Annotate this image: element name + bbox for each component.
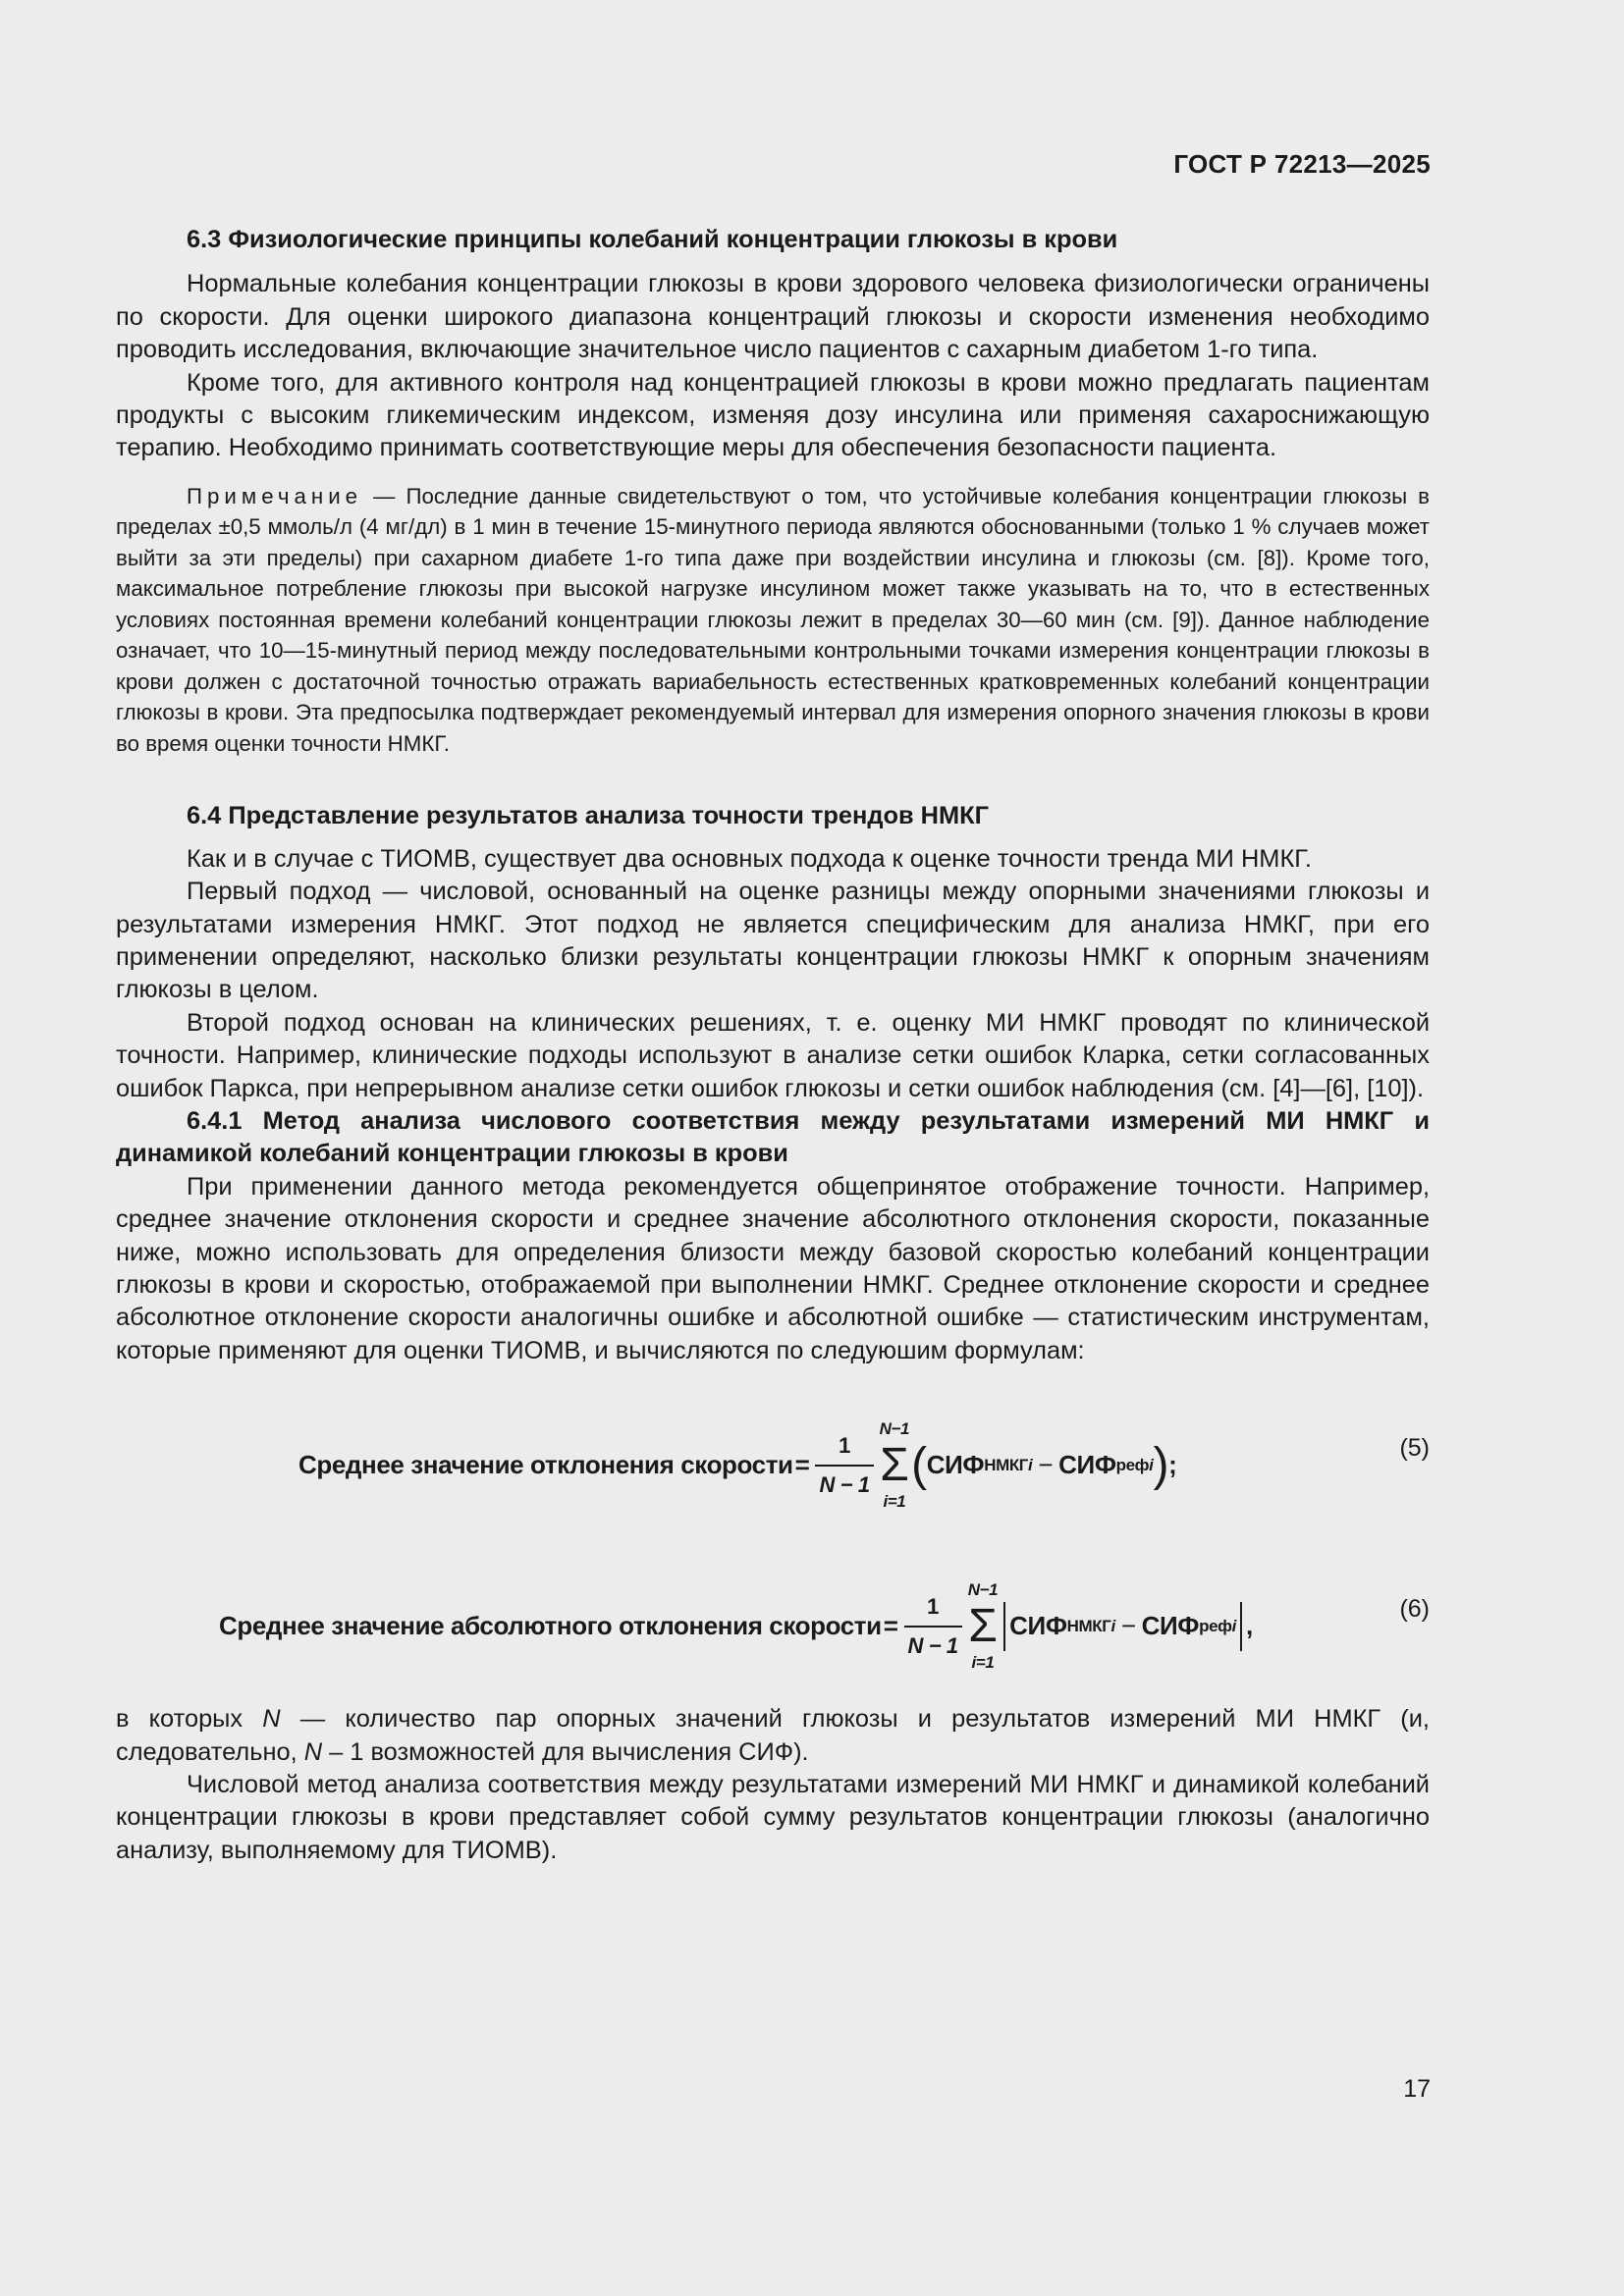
formula-6-equals: =	[883, 1610, 898, 1640]
formula-5-sub2: реф	[1115, 1455, 1150, 1474]
formula-6-tail: ,	[1245, 1610, 1253, 1640]
section-6-4-1-p1: При применении данного метода рекомендуется общепринятое отображение точности. Например, среднее значение отклонения скорости и среднее значение абсолютного отклонения скорости, показанные ниже, можно использовать для определения близости между базовой скоростью колебаний концентрации глюкозы в крови и скоростью, отображаемой при выполнении НМКГ. Среднее отклонение скорости и среднее абсолютное отклонение скорости аналогичны ошибке и абсолютной ошибке — статистическим инструментам, которые применяют для оценки ТИОМВ, и вычисляются по следуюшим формулам:	[116, 1172, 1430, 1364]
formula-6-sub2: реф	[1199, 1616, 1232, 1635]
section-6-4-p1: Как и в случае с ТИОМВ, существует два основных подхода к оценке точности тренда МИ НМКГ.	[187, 844, 1312, 873]
open-paren-icon: (	[911, 1438, 927, 1491]
formula-6-sum-lower: i=1	[971, 1652, 995, 1672]
formula-6-term1: СИФ	[1009, 1610, 1067, 1640]
formula-6-sum-upper: N−1	[967, 1580, 999, 1600]
section-6-4-p3: Второй подход основан на клинических решениях, т. е. оценку МИ НМКГ проводят по клинической точности. Например, клинические подходы используют в анализе сетки ошибок Кларка, сетки согласованных ошибок Паркса, при непрерывном анализе сетки ошибок глюкозы и сетки ошибок наблюдения (см. [4]—[6], [10]).	[116, 1008, 1430, 1102]
formula-5-idx2: i	[1149, 1455, 1154, 1474]
note-label: Примечание	[187, 483, 363, 508]
formula-5	[298, 1413, 1176, 1518]
formulas-block	[116, 1379, 1430, 1703]
formula-5-lhs: Среднее значение отклонения скорости	[298, 1449, 793, 1479]
after-p1-c: – 1 возможностей для вычисления СИФ).	[322, 1737, 809, 1766]
abs-bar-right-icon	[1240, 1602, 1242, 1651]
formula-6	[219, 1574, 1253, 1679]
formula-5-minus: −	[1038, 1449, 1054, 1479]
formula-5-denominator: N − 1	[815, 1465, 873, 1501]
formula-6-numerator: 1	[927, 1594, 940, 1620]
formula-6-minus: −	[1120, 1610, 1136, 1640]
body-text	[116, 224, 1430, 1867]
formula-5-sum-lower: i=1	[883, 1491, 906, 1511]
formula-6-number: (6)	[1399, 1595, 1430, 1624]
formula-5-sum	[880, 1413, 909, 1518]
formula-5-term2: СИФ	[1058, 1449, 1116, 1479]
after-p1-b: — количество пар опорных значений глюкозы и результатов измерений МИ НМКГ (и, следовательно,	[116, 1705, 1430, 1766]
sigma-icon: Σ	[880, 1438, 909, 1491]
formula-5-fraction	[815, 1429, 873, 1501]
section-6-4-p2: Первый подход — числовой, основанный на оценке разницы между опорными значениями глюкозы и результатами измерения НМКГ. Этот подход не является специфическим для анализа НМКГ, при его применении определяют, насколько близки результаты концентрации глюкозы НМКГ к опорным значениям глюкозы в целом.	[116, 878, 1430, 1004]
standard-id-header: ГОСТ Р 72213—2025	[1173, 149, 1431, 179]
after-p1-n2: N	[303, 1737, 323, 1766]
note-paragraph	[116, 481, 1430, 760]
formula-5-number: (5)	[1399, 1434, 1430, 1463]
close-paren-icon: )	[1153, 1438, 1169, 1491]
formula-6-term2: СИФ	[1141, 1610, 1200, 1640]
formula-5-term1: СИФ	[926, 1449, 985, 1479]
formula-6-sum	[968, 1574, 998, 1679]
formula-6-lhs: Среднее значение абсолютного отклонения скорости	[219, 1610, 882, 1640]
formula-6-idx1: i	[1110, 1616, 1115, 1635]
note-text: — Последние данные свидетельствуют о том, что устойчивые колебания концентрации глюкозы в пределах ±0,5 ммоль/л (4 мг/дл) в 1 мин в течение 15-минутного периода являются обоснованными (только 1 % случаев может выйти за эти пределы) при сахарном диабете 1-го типа даже при воздействии инсулина и глюкозы (см. [8]). Кроме того, максимальное потребление глюкозы при высокой нагрузке инсулином может также указывать на то, что в естественных условиях постоянная времени колебаний концентрации глюкозы лежит в пределах 30—60 мин (см. [9]). Данное наблюдение означает, что 10—15-минутный период между последовательными контрольными точками измерения концентрации глюкозы в крови должен с достаточной точностью отражать вариабельность естественных кратковременных колебаний концентрации глюкозы в крови. Эта предпосылка подтверждает рекомендуемый интервал для измерения опорного значения глюкозы в крови во время оценки точности НМКГ.	[116, 483, 1430, 756]
section-6-3-p1: Нормальные колебания концентрации глюкозы в крови здорового человека физиологически ограничены по скорости. Для оценки широкого диапазона концентраций глюкозы и скорости изменения необходимо проводить исследования, включающие значительное число пациентов с сахарным диабетом 1-го типа.	[116, 270, 1430, 364]
abs-bar-left-icon	[1003, 1602, 1005, 1651]
after-formulas-p2: Числовой метод анализа соответствия между результатами измерений МИ НМКГ и динамикой колебаний концентрации глюкозы в крови представляет собой сумму результатов концентрации глюкозы (аналогично анализу, выполняемому для ТИОМВ).	[116, 1771, 1430, 1864]
after-p1-n: N	[262, 1705, 281, 1734]
formula-6-sub1: НМКГ	[1066, 1616, 1111, 1635]
formula-6-denominator: N − 1	[904, 1626, 962, 1662]
formula-5-sum-upper: N−1	[879, 1419, 910, 1439]
after-p1-a: в которых	[116, 1705, 263, 1734]
formula-5-idx1: i	[1028, 1455, 1033, 1474]
sigma-icon: Σ	[968, 1599, 998, 1652]
formula-6-fraction	[904, 1590, 962, 1662]
section-6-4-1-title: 6.4.1 Метод анализа числового соответствия между результатами измерений МИ НМКГ и динамикой колебаний концентрации глюкозы в крови	[116, 1107, 1430, 1168]
section-6-4-title: 6.4 Представление результатов анализа точности трендов НМКГ	[187, 802, 990, 830]
formula-5-sub1: НМКГ	[984, 1455, 1029, 1474]
formula-5-tail: ;	[1168, 1449, 1177, 1479]
page-number: 17	[1403, 2075, 1431, 2103]
section-6-3-p2: Кроме того, для активного контроля над концентрацией глюкозы в крови можно предлагать пациентам продукты с высоким гликемическим индексом, изменяя дозу инсулина или применяя сахароснижающую терапию. Необходимо принимать соответствующие меры для обеспечения безопасности пациента.	[116, 368, 1430, 462]
formula-5-numerator: 1	[839, 1433, 850, 1459]
formula-6-idx2: i	[1231, 1616, 1236, 1635]
formula-5-equals: =	[794, 1449, 810, 1479]
section-6-3-title: 6.3 Физиологические принципы колебаний концентрации глюкозы в крови	[187, 226, 1118, 253]
after-formulas-p1	[116, 1703, 1430, 1769]
